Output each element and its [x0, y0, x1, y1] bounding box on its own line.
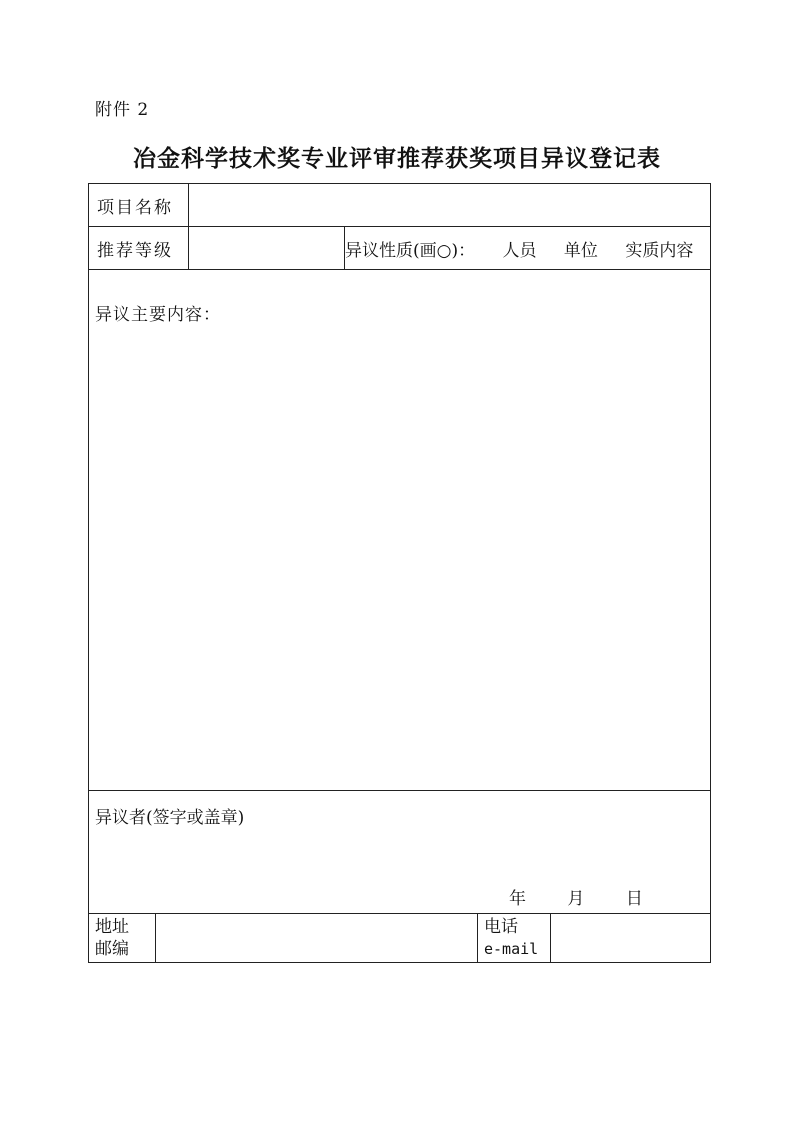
phone-email-subtable — [478, 914, 710, 962]
signer-label: 异议者(签字或盖章) — [95, 808, 245, 828]
signer-field[interactable] — [89, 791, 711, 914]
objection-form-table — [88, 183, 711, 963]
signer-row — [89, 791, 711, 914]
date-year: 年 — [509, 889, 526, 909]
date-month: 月 — [567, 889, 585, 909]
address-label: 地址 — [95, 917, 129, 937]
attachment-label: 附件 2 — [95, 100, 150, 120]
contact-row — [89, 914, 711, 963]
grade-row — [89, 227, 711, 270]
grade-field[interactable] — [189, 227, 345, 270]
date-line — [509, 884, 643, 909]
phone-label: 电话 — [484, 917, 518, 937]
objection-nature-cell — [345, 227, 711, 270]
email-label: e-mail — [484, 940, 539, 958]
form-title: 冶金科学技术奖专业评审推荐获奖项目异议登记表 — [133, 145, 661, 172]
postcode-label: 邮编 — [95, 939, 129, 959]
project-name-row — [89, 184, 711, 227]
date-day: 日 — [625, 889, 643, 909]
phone-field[interactable] — [551, 914, 711, 962]
grade-label: 推荐等级 — [89, 227, 189, 270]
project-name-field[interactable] — [189, 184, 711, 227]
address-postcode-labels — [89, 914, 156, 963]
address-field[interactable] — [156, 914, 478, 963]
phone-email-cell — [478, 914, 711, 963]
phone-email-labels — [478, 914, 551, 962]
objection-nature-label: 异议性质(画○)： — [345, 240, 476, 261]
objection-content-field[interactable] — [89, 270, 711, 791]
project-name-label: 项目名称 — [89, 184, 189, 227]
objection-content-label: 异议主要内容： — [95, 305, 221, 325]
nature-option-unit[interactable]: 单位 — [563, 240, 598, 261]
nature-option-person[interactable]: 人员 — [502, 240, 537, 261]
content-row — [89, 270, 711, 791]
nature-option-substance[interactable]: 实质内容 — [625, 240, 694, 261]
